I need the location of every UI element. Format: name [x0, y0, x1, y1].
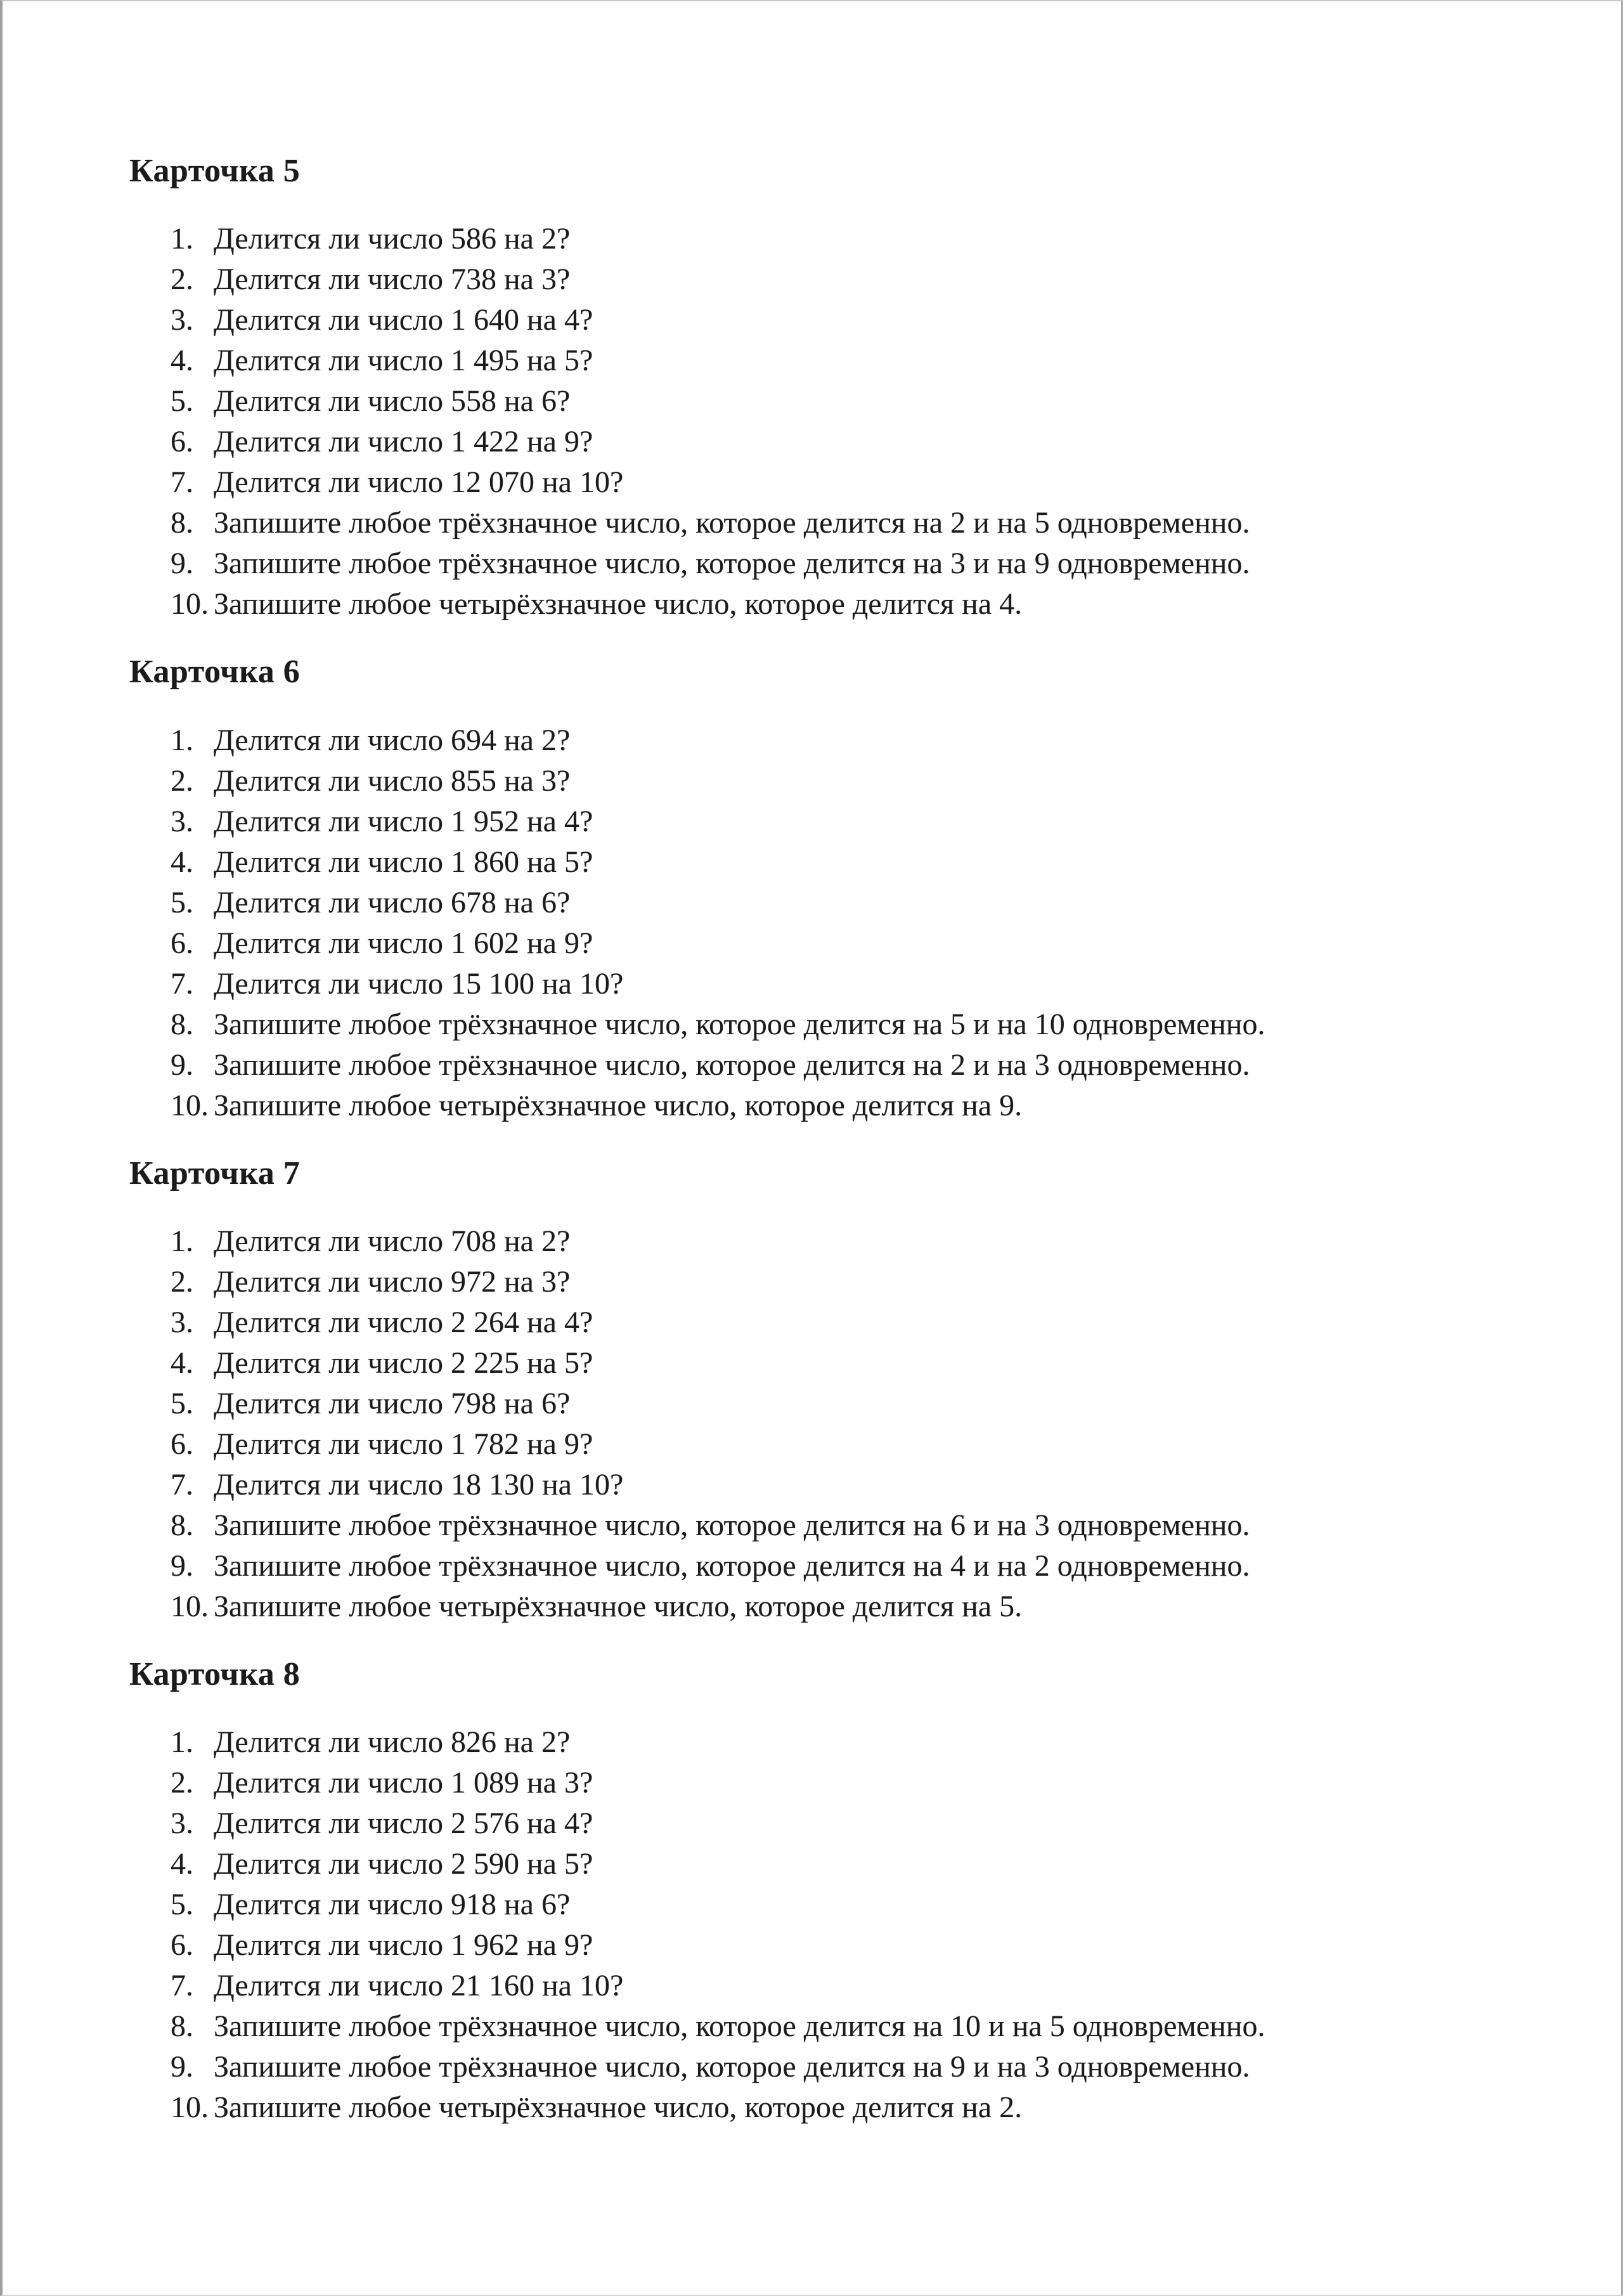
item-number: 5.	[171, 885, 193, 919]
item-text: Делится ли число 2 576 на 4?	[214, 1806, 593, 1841]
item-text: Делится ли число 798 на 6?	[214, 1386, 571, 1420]
item-number: 3.	[171, 804, 193, 838]
item-number: 6.	[171, 1427, 193, 1461]
list-item	[129, 503, 1558, 543]
item-text: Делится ли число 2 225 на 5?	[214, 1346, 593, 1380]
item-text: Делится ли число 1 962 на 9?	[214, 1928, 593, 1962]
list-item	[129, 259, 1558, 300]
item-number: 3.	[171, 303, 193, 337]
list-item	[129, 1086, 1558, 1126]
list-item	[129, 300, 1558, 341]
list-item	[129, 1884, 1558, 1925]
item-text: Запишите любое четырёхзначное число, которое делится на 2.	[214, 2091, 1023, 2125]
card-section-7	[129, 1153, 1558, 1627]
worksheet-content	[3, 1, 1621, 2128]
item-number: 3.	[171, 1305, 193, 1339]
item-number: 1.	[171, 723, 193, 757]
item-text: Делится ли число 2 264 на 4?	[214, 1305, 593, 1339]
item-number: 4.	[171, 344, 193, 378]
item-text: Делится ли число 678 на 6?	[214, 885, 571, 919]
list-item	[129, 1424, 1558, 1465]
list-item	[129, 1505, 1558, 1546]
list-item	[129, 1586, 1558, 1627]
list-item	[129, 1925, 1558, 1966]
list-item	[129, 462, 1558, 503]
item-text: Запишите любое четырёхзначное число, которое делится на 9.	[214, 1088, 1023, 1122]
list-item	[129, 801, 1558, 842]
card-title: Карточка 5	[129, 153, 301, 190]
list-item	[129, 2006, 1558, 2047]
list-item	[129, 842, 1558, 883]
list-item	[129, 2087, 1558, 2128]
item-text: Делится ли число 694 на 2?	[214, 723, 571, 757]
item-number: 6.	[171, 926, 193, 960]
item-text: Делится ли число 1 422 на 9?	[214, 425, 593, 459]
list-item	[129, 219, 1558, 259]
item-text: Делится ли число 2 590 на 5?	[214, 1847, 593, 1881]
item-text: Делится ли число 1 602 на 9?	[214, 926, 593, 960]
item-text: Запишите любое трёхзначное число, которое делится на 10 и на 5 одновременно.	[214, 2009, 1265, 2044]
item-text: Делится ли число 15 100 на 10?	[214, 966, 624, 1001]
item-number: 7.	[171, 966, 193, 1001]
item-text: Запишите любое трёхзначное число, которое делится на 2 и на 5 одновременно.	[214, 506, 1250, 540]
item-text: Делится ли число 855 на 3?	[214, 763, 571, 798]
item-text: Делится ли число 972 на 3?	[214, 1264, 571, 1299]
card-title: Карточка 8	[129, 1656, 301, 1693]
list-item	[129, 964, 1558, 1004]
list-item	[129, 1546, 1558, 1586]
item-number: 4.	[171, 1346, 193, 1380]
item-number: 1.	[171, 1725, 193, 1760]
item-text: Запишите любое трёхзначное число, которое делится на 3 и на 9 одновременно.	[214, 547, 1250, 581]
list-item	[129, 1343, 1558, 1384]
item-number: 1.	[171, 222, 193, 256]
item-number: 2.	[171, 263, 193, 297]
item-number: 8.	[171, 1007, 193, 1041]
list-item	[129, 543, 1558, 584]
list-item	[129, 422, 1558, 462]
list-item	[129, 1262, 1558, 1302]
item-number: 9.	[171, 2050, 193, 2084]
item-text: Делится ли число 1 640 на 4?	[214, 303, 593, 337]
item-number: 10.	[171, 2091, 209, 2125]
item-text: Делится ли число 12 070 на 10?	[214, 465, 624, 500]
item-number: 5.	[171, 384, 193, 418]
item-number: 9.	[171, 1548, 193, 1583]
item-number: 7.	[171, 1467, 193, 1501]
item-text: Запишите любое трёхзначное число, которое делится на 9 и на 3 одновременно.	[214, 2050, 1250, 2084]
item-text: Делится ли число 586 на 2?	[214, 222, 571, 256]
item-text: Делится ли число 1 495 на 5?	[214, 344, 593, 378]
item-number: 10.	[171, 1088, 209, 1122]
list-item	[129, 1966, 1558, 2006]
item-text: Запишите любое трёхзначное число, которое делится на 6 и на 3 одновременно.	[214, 1508, 1250, 1542]
item-text: Запишите любое трёхзначное число, которое делится на 5 и на 10 одновременно.	[214, 1007, 1265, 1041]
item-number: 2.	[171, 1766, 193, 1800]
item-number: 4.	[171, 1847, 193, 1881]
item-number: 6.	[171, 1928, 193, 1962]
list-item	[129, 1465, 1558, 1505]
item-number: 2.	[171, 763, 193, 798]
item-text: Делится ли число 1 782 на 9?	[214, 1427, 593, 1461]
item-text: Делится ли число 21 160 на 10?	[214, 1969, 624, 2003]
item-text: Запишите любое трёхзначное число, которое делится на 4 и на 2 одновременно.	[214, 1548, 1250, 1583]
item-text: Делится ли число 1 089 на 3?	[214, 1766, 593, 1800]
item-text: Делится ли число 558 на 6?	[214, 384, 571, 418]
item-number: 6.	[171, 425, 193, 459]
list-item	[129, 1722, 1558, 1763]
item-number: 3.	[171, 1806, 193, 1841]
list-item	[129, 2047, 1558, 2087]
card-section-6	[129, 652, 1558, 1125]
item-number: 9.	[171, 547, 193, 581]
card-title: Карточка 6	[129, 654, 301, 691]
item-number: 8.	[171, 506, 193, 540]
item-text: Делится ли число 1 860 на 5?	[214, 845, 593, 879]
item-text: Делится ли число 708 на 2?	[214, 1224, 571, 1258]
item-number: 5.	[171, 1888, 193, 1922]
list-item	[129, 1384, 1558, 1424]
card-section-5	[129, 151, 1558, 625]
item-number: 7.	[171, 465, 193, 500]
item-text: Делится ли число 738 на 3?	[214, 263, 571, 297]
item-number: 10.	[171, 587, 209, 621]
list-item	[129, 381, 1558, 422]
item-text: Делится ли число 826 на 2?	[214, 1725, 571, 1760]
card-title: Карточка 7	[129, 1155, 301, 1191]
list-item	[129, 883, 1558, 923]
item-text: Запишите любое четырёхзначное число, которое делится на 4.	[214, 587, 1023, 621]
list-item	[129, 1763, 1558, 1803]
item-text: Запишите любое четырёхзначное число, которое делится на 5.	[214, 1589, 1023, 1623]
item-number: 1.	[171, 1224, 193, 1258]
list-item	[129, 1803, 1558, 1844]
list-item	[129, 761, 1558, 801]
list-item	[129, 923, 1558, 964]
list-item	[129, 1045, 1558, 1086]
card-section-8	[129, 1654, 1558, 2128]
list-item	[129, 1221, 1558, 1262]
item-number: 5.	[171, 1386, 193, 1420]
item-text: Делится ли число 1 952 на 4?	[214, 804, 593, 838]
item-number: 8.	[171, 1508, 193, 1542]
item-text: Запишите любое трёхзначное число, которое делится на 2 и на 3 одновременно.	[214, 1047, 1250, 1082]
item-number: 9.	[171, 1047, 193, 1082]
list-item	[129, 341, 1558, 381]
item-number: 4.	[171, 845, 193, 879]
list-item	[129, 584, 1558, 625]
item-text: Делится ли число 18 130 на 10?	[214, 1467, 624, 1501]
item-text: Делится ли число 918 на 6?	[214, 1888, 571, 1922]
list-item	[129, 1302, 1558, 1343]
list-item	[129, 1004, 1558, 1045]
item-number: 2.	[171, 1264, 193, 1299]
item-number: 8.	[171, 2009, 193, 2044]
list-item	[129, 720, 1558, 761]
item-number: 7.	[171, 1969, 193, 2003]
item-number: 10.	[171, 1589, 209, 1623]
list-item	[129, 1844, 1558, 1884]
